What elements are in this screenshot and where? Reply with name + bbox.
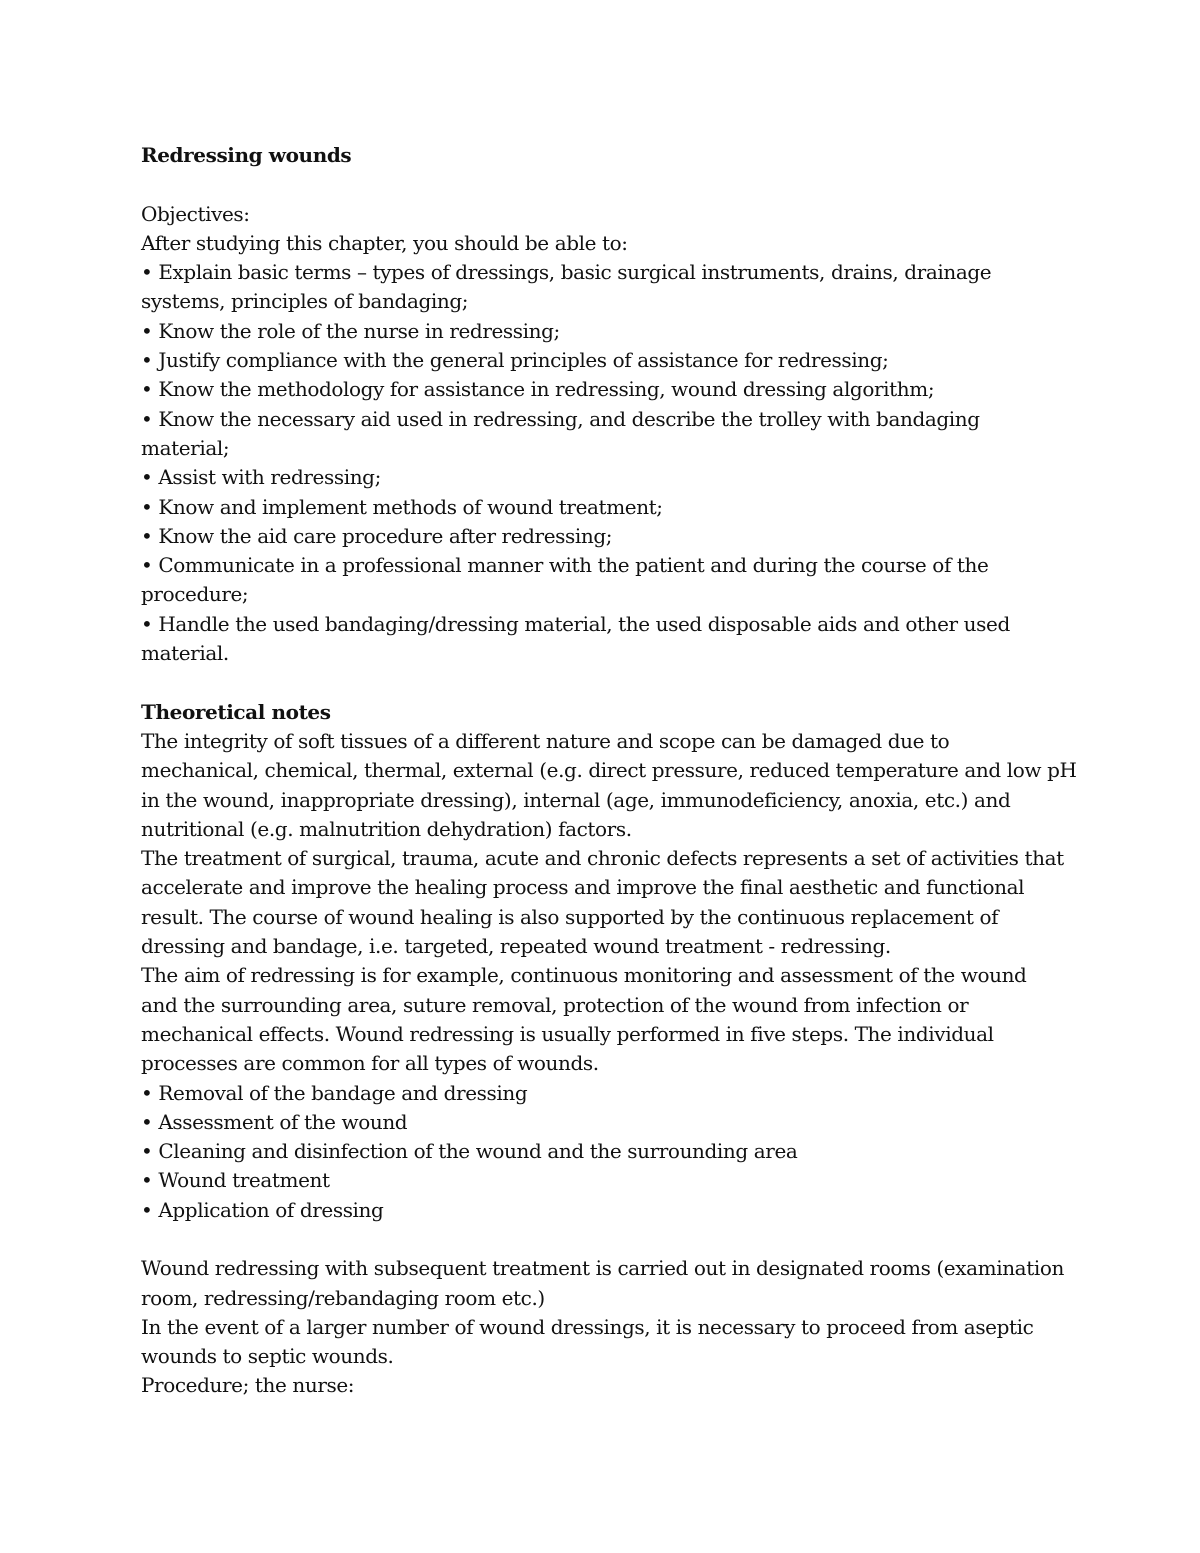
procedure-line: Wound redressing with subsequent treatment is carried out in designated rooms (examination xyxy=(141,1256,1064,1281)
objective-line: • Assist with redressing; xyxy=(141,465,381,490)
document-page xyxy=(141,141,1077,1401)
procedure-line: room, redressing/rebandaging room etc.) xyxy=(141,1285,545,1310)
objective-line: • Handle the used bandaging/dressing material, the used disposable aids and other used xyxy=(141,611,1010,636)
theory-line: The aim of redressing is for example, continuous monitoring and assessment of the wound xyxy=(141,963,1027,988)
objective-line: • Know the role of the nurse in redressing; xyxy=(141,318,560,343)
theory-line: and the surrounding area, suture removal, protection of the wound from infection or xyxy=(141,992,969,1017)
objective-line: • Know the aid care procedure after redressing; xyxy=(141,523,613,548)
theory-line: dressing and bandage, i.e. targeted, repeated wound treatment - redressing. xyxy=(141,934,891,959)
objective-line: procedure; xyxy=(141,582,249,607)
theory-line: in the wound, inappropriate dressing), internal (age, immunodeficiency, anoxia, etc.) and xyxy=(141,787,1011,812)
theory-line: result. The course of wound healing is also supported by the continuous replacement of xyxy=(141,904,999,929)
objectives-intro: After studying this chapter, you should be able to: xyxy=(141,230,628,255)
objective-line: material. xyxy=(141,641,229,666)
theory-line: accelerate and improve the healing process and improve the final aesthetic and functional xyxy=(141,875,1025,900)
objective-line: systems, principles of bandaging; xyxy=(141,289,469,314)
spacer xyxy=(141,170,1041,199)
objective-line: • Know the necessary aid used in redressing, and describe the trolley with bandaging xyxy=(141,406,980,431)
document-title: Redressing wounds xyxy=(141,143,352,167)
theory-line: nutritional (e.g. malnutrition dehydration) factors. xyxy=(141,816,632,841)
step-list-item: • Removal of the bandage and dressing xyxy=(141,1080,528,1105)
section-heading-theory: Theoretical notes xyxy=(141,699,331,724)
step-list-item: • Assessment of the wound xyxy=(141,1109,408,1134)
objectives-list xyxy=(141,258,1041,668)
theory-line: mechanical, chemical, thermal, external (e.g. direct pressure, reduced temperature and low pH xyxy=(141,758,1077,783)
theory-line: The treatment of surgical, trauma, acute and chronic defects represents a set of activities that xyxy=(141,846,1064,871)
procedure-line: In the event of a larger number of wound dressings, it is necessary to proceed from aseptic xyxy=(141,1314,1034,1339)
step-list-item: • Application of dressing xyxy=(141,1197,384,1222)
spacer xyxy=(141,668,1041,697)
spacer xyxy=(141,1225,1041,1254)
theory-line: mechanical effects. Wound redressing is usually performed in five steps. The individual xyxy=(141,1021,994,1046)
step-list-item: • Wound treatment xyxy=(141,1168,330,1193)
objective-line: • Communicate in a professional manner with the patient and during the course of the xyxy=(141,553,989,578)
objective-line: • Know the methodology for assistance in redressing, wound dressing algorithm; xyxy=(141,377,935,402)
theory-line: The integrity of soft tissues of a different nature and scope can be damaged due to xyxy=(141,728,950,753)
procedure-line: Procedure; the nurse: xyxy=(141,1373,355,1398)
objective-line: • Justify compliance with the general principles of assistance for redressing; xyxy=(141,348,889,373)
objective-line: • Explain basic terms – types of dressings, basic surgical instruments, drains, drainage xyxy=(141,260,992,285)
theory-line: processes are common for all types of wounds. xyxy=(141,1051,599,1076)
procedure-line: wounds to septic wounds. xyxy=(141,1344,394,1369)
objectives-label: Objectives: xyxy=(141,201,250,226)
procedure-body xyxy=(141,1254,1064,1400)
step-list-item: • Cleaning and disinfection of the wound and the surrounding area xyxy=(141,1139,798,1164)
objective-line: material; xyxy=(141,435,230,460)
objective-line: • Know and implement methods of wound treatment; xyxy=(141,494,663,519)
theory-body xyxy=(141,727,1077,1225)
